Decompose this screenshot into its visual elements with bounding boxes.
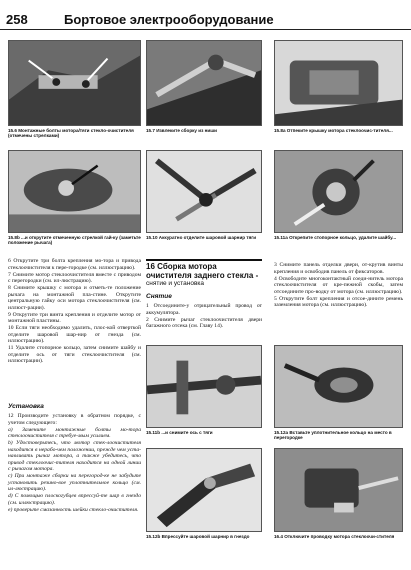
paragraph-9: 9 Открутите три винта крепления и отделите мотор от монтажной пластины. — [8, 311, 141, 324]
figure-photo — [274, 345, 403, 428]
paragraph-1: 1 Отсоедините-у отрицательный провод от аккумулятора. — [146, 303, 262, 316]
removal-heading: Снятие — [146, 293, 172, 300]
left-text-install — [8, 413, 141, 514]
page-number: 258 — [6, 12, 28, 27]
figure-caption: 15.6 Монтажные болты мотора/тяги стекло-очистителя (отмечены стрелками) — [8, 128, 134, 139]
figure-caption: 15.7 Извлеките сборку из ниши — [146, 128, 217, 133]
section-subtitle: снятие и установка — [146, 280, 205, 287]
paragraph-4: 4 Освободите многоконтактный соеди-нитель мотора стеклоочистителя от кре-пежной скобы, затем отсоедините про-водку от мотора (см. иллюстрацию). — [274, 275, 403, 295]
section-divider — [146, 259, 262, 261]
figure-photo — [274, 448, 403, 532]
middle-text-column — [146, 303, 262, 330]
figure-photo — [146, 40, 262, 126]
paragraph-7: 7 Снимите мотор стеклоочистителя вместе с приводом с перегородки (см. ил-люстрацию). — [8, 271, 141, 284]
figure-caption: 15.10 Аккуратно отделите шаровой шарнир тяги — [146, 235, 257, 240]
paragraph-2: 2 Снимите рычаг стеклоочистителя двери багажного отсека (см. Главу 14). — [146, 316, 262, 329]
figure-photo — [8, 40, 141, 126]
paragraph-5: 5 Открутите болт крепления и отсое-дините ремень заземления мотора (см. иллюстрацию). — [274, 295, 403, 308]
figure-photo — [274, 40, 403, 126]
section-number: 16 — [146, 262, 155, 271]
paragraph-12c: c) При монтаже сборки на перегород-ке не забудьте установить резино-вое уплотнительное кольцо (см. ил-люстрацию). — [8, 473, 141, 492]
figure-photo — [146, 150, 262, 233]
paragraph-12b: b) Удостоверьтесь, что мотор стек-лоочистителя находится в нерабо-чем положении, прежде чем уста-навливать рычаг мотора, а также убедитесь, что привод стеклоочис-тителя находится на одной линии с рычагом мотора. — [8, 440, 141, 472]
paragraph-8: 8 Снимите крышку с мотора и отметь-те положение рычага на монтажной пла-стине. Открутите центральную гайку оси мотора стеклоочистителя (см. иллюст-рации). — [8, 285, 141, 311]
paragraph-12a: а) Замените монтажные болты мо-тора стеклоочистителя с требуе-мым усилием. — [8, 426, 141, 439]
page-title: Бортовое электрооборудование — [64, 12, 274, 27]
section-title: Сборка мотора очистителя заднего стекла - — [146, 262, 259, 280]
paragraph-12e: e) проверьте смазанность шейки стекло-очистителя. — [8, 506, 139, 513]
figure-photo — [8, 150, 141, 233]
figure-photo — [274, 150, 403, 233]
paragraph-10: 10 Если тяги необходимо удалить, плос-кой отверткой отделите шаровой шар-нир от гнезда (см. иллюстрацию). — [8, 325, 141, 344]
section-heading — [146, 262, 262, 288]
figure-caption: 15.11а Открепите стопорное кольцо, удалите шайбу... — [274, 235, 397, 240]
paragraph-3: 3 Снимите панель отделки двери, от-крутив винты крепления и освободив панель от фиксаторов. — [274, 262, 403, 275]
figure-photo — [146, 345, 262, 428]
figure-photo — [146, 448, 262, 532]
figure-caption: 15.8b ...и открутите отмеченную стрелкой гай-ку (заметьте положение рычага) — [8, 235, 141, 246]
paragraph-11: 11 Удалите стопорное кольцо, затем снимите шайбу и отделите ось от тяги стеклоочистителя (см. иллюстрации). — [8, 345, 141, 364]
page-header — [0, 0, 411, 30]
figure-caption: 15.12b Впрессуйте шаровой шарнир в гнездо — [146, 534, 250, 539]
figure-caption: 15.11b ...и снимите ось с тяги — [146, 430, 213, 435]
left-text-column — [8, 258, 141, 365]
figure-caption: 15.12а Вставьте уплотнительное кольцо на место в перегородке — [274, 430, 392, 441]
paragraph-12d: d) С помощью плоскогубцев впрессуй-те шар в гнездо (см. иллюстрацию). — [8, 493, 141, 506]
paragraph-12: 12 Производите установку в обратном порядке, с учетом следующего: — [8, 413, 141, 426]
install-heading: Установка — [8, 403, 44, 410]
paragraph-6: 6 Открутите три болта крепления мо-тора и привода стеклоочистителя к пере-городке (см. иллюстрацию). — [8, 258, 141, 271]
right-text-column — [274, 262, 403, 309]
figure-caption: 16.4 Отключите проводку мотора стеклоочи-стителя — [274, 534, 395, 539]
figure-caption: 15.8а Отпеките крышку мотора стеклоочис-тителя... — [274, 128, 393, 133]
